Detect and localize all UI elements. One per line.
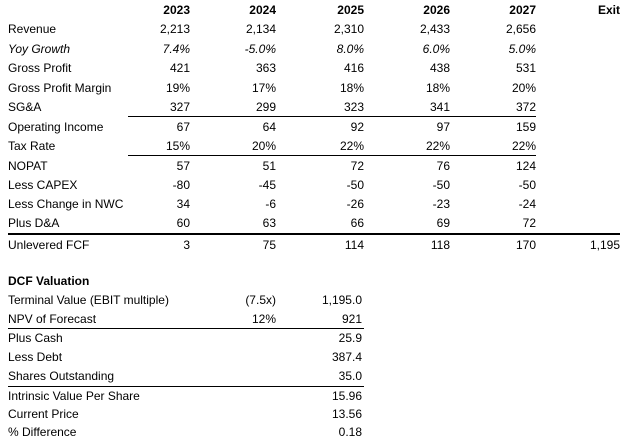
table-row-gross-profit-margin xyxy=(0,78,640,98)
cell[interactable]: 20% xyxy=(251,139,276,153)
row-label[interactable]: NOPAT xyxy=(8,159,48,173)
valuation-row xyxy=(0,423,640,442)
cell[interactable]: 170 xyxy=(515,238,536,252)
cell[interactable]: 363 xyxy=(255,61,276,75)
table-row-tax-rate xyxy=(0,136,640,156)
cell[interactable]: 2,213 xyxy=(159,22,190,36)
valuation-label[interactable]: Terminal Value (EBIT multiple) xyxy=(8,293,169,307)
valuation-row xyxy=(0,405,640,424)
valuation-value[interactable]: 0.18 xyxy=(338,425,362,439)
row-label[interactable]: Gross Profit Margin xyxy=(8,81,112,95)
cell[interactable]: -45 xyxy=(258,178,276,192)
valuation-label[interactable]: NPV of Forecast xyxy=(8,312,97,326)
cell[interactable]: 327 xyxy=(169,100,190,114)
cell[interactable]: -80 xyxy=(172,178,190,192)
cell[interactable]: 76 xyxy=(436,159,450,173)
cell[interactable]: 18% xyxy=(339,81,364,95)
row-label[interactable]: Tax Rate xyxy=(8,139,56,153)
year-header-row xyxy=(0,0,640,20)
cell[interactable]: 438 xyxy=(429,61,450,75)
valuation-value[interactable]: 15.96 xyxy=(331,389,362,403)
valuation-row xyxy=(0,329,640,348)
valuation-label[interactable]: % Difference xyxy=(8,425,77,439)
cell[interactable]: 72 xyxy=(522,216,536,230)
valuation-assumption[interactable]: (7.5x) xyxy=(245,293,276,307)
table-row-nopat xyxy=(0,156,640,176)
header-2024[interactable]: 2024 xyxy=(249,3,276,17)
header-2026[interactable]: 2026 xyxy=(423,3,450,17)
cell[interactable]: 67 xyxy=(176,120,190,134)
row-label[interactable]: Revenue xyxy=(8,22,57,36)
table-row-yoy-growth xyxy=(0,39,640,59)
cell[interactable]: -24 xyxy=(518,197,536,211)
valuation-label[interactable]: Intrinsic Value Per Share xyxy=(8,389,140,403)
cell[interactable]: 92 xyxy=(350,120,364,134)
valuation-label[interactable]: Plus Cash xyxy=(8,331,63,345)
valuation-value[interactable]: 387.4 xyxy=(331,350,362,364)
valuation-value[interactable]: 35.0 xyxy=(338,369,362,383)
cell[interactable]: 8.0% xyxy=(336,42,364,56)
cell[interactable]: -23 xyxy=(432,197,450,211)
cell[interactable]: 2,134 xyxy=(245,22,276,36)
header-exit[interactable]: Exit xyxy=(597,3,620,17)
table-row-less-change-in-nwc xyxy=(0,194,640,214)
cell[interactable]: 15% xyxy=(165,139,190,153)
header-2023[interactable]: 2023 xyxy=(163,3,190,17)
cell-exit-value[interactable]: 1,195 xyxy=(589,238,620,252)
cell[interactable]: 2,433 xyxy=(419,22,450,36)
valuation-assumption[interactable]: 12% xyxy=(251,312,276,326)
cell[interactable]: 22% xyxy=(511,139,536,153)
cell[interactable]: 159 xyxy=(515,120,536,134)
cell[interactable]: 22% xyxy=(425,139,450,153)
cell[interactable]: 34 xyxy=(176,197,190,211)
cell[interactable]: 2,310 xyxy=(333,22,364,36)
valuation-value[interactable]: 25.9 xyxy=(338,331,362,345)
cell[interactable]: 51 xyxy=(262,159,276,173)
table-row-sga xyxy=(0,97,640,117)
valuation-row xyxy=(0,310,640,329)
cell[interactable]: 64 xyxy=(262,120,276,134)
row-label[interactable]: Yoy Growth xyxy=(8,42,71,56)
valuation-value[interactable]: 1,195.0 xyxy=(321,293,362,307)
valuation-row xyxy=(0,387,640,406)
valuation-row xyxy=(0,291,640,310)
cell[interactable]: 118 xyxy=(430,238,450,252)
cell[interactable]: 18% xyxy=(425,81,450,95)
valuation-label[interactable]: Shares Outstanding xyxy=(8,369,115,383)
cell[interactable]: -5.0% xyxy=(244,42,276,56)
valuation-row xyxy=(0,348,640,367)
row-label[interactable]: Less Change in NWC xyxy=(8,197,124,211)
cell[interactable]: 421 xyxy=(169,61,190,75)
cell[interactable]: 416 xyxy=(343,61,364,75)
table-row-less-capex xyxy=(0,175,640,195)
valuation-value[interactable]: 13.56 xyxy=(331,407,362,421)
cell[interactable]: 72 xyxy=(350,159,364,173)
header-2025[interactable]: 2025 xyxy=(337,3,364,17)
cell[interactable]: 97 xyxy=(436,120,450,134)
row-label[interactable]: Unlevered FCF xyxy=(8,238,90,252)
cell[interactable]: 63 xyxy=(262,216,276,230)
row-label[interactable]: Less CAPEX xyxy=(8,178,78,192)
valuation-title-row xyxy=(0,272,640,291)
row-label[interactable]: Gross Profit xyxy=(8,61,72,75)
cell[interactable]: 372 xyxy=(515,100,536,114)
cell[interactable]: 19% xyxy=(165,81,190,95)
cell[interactable]: 20% xyxy=(511,81,536,95)
cell[interactable]: 60 xyxy=(176,216,190,230)
cell[interactable]: -6 xyxy=(265,197,276,211)
cell[interactable]: 114 xyxy=(344,238,364,252)
valuation-label[interactable]: Current Price xyxy=(8,407,79,421)
cell[interactable]: 7.4% xyxy=(162,42,190,56)
cell[interactable]: 124 xyxy=(515,159,536,173)
valuation-title[interactable]: DCF Valuation xyxy=(8,274,90,288)
row-label[interactable]: Operating Income xyxy=(8,120,104,134)
table-row-gross-profit xyxy=(0,58,640,78)
cell[interactable]: 3 xyxy=(183,238,190,252)
table-row-revenue xyxy=(0,19,640,39)
valuation-label[interactable]: Less Debt xyxy=(8,350,63,364)
cell[interactable]: -50 xyxy=(518,178,536,192)
row-label[interactable]: Plus D&A xyxy=(8,216,60,230)
table-row-operating-income xyxy=(0,117,640,137)
cell[interactable]: -26 xyxy=(346,197,364,211)
cell[interactable]: 66 xyxy=(350,216,364,230)
cell[interactable]: 17% xyxy=(251,81,276,95)
cell[interactable]: -50 xyxy=(432,178,450,192)
cell[interactable]: 5.0% xyxy=(508,42,536,56)
cell[interactable]: 75 xyxy=(262,238,276,252)
table-row-plus-da xyxy=(0,213,640,233)
table-row-unlevered-fcf xyxy=(0,235,640,255)
header-2027[interactable]: 2027 xyxy=(509,3,536,17)
cell[interactable]: -50 xyxy=(346,178,364,192)
cell[interactable]: 341 xyxy=(429,100,450,114)
cell[interactable]: 57 xyxy=(176,159,190,173)
row-label[interactable]: SG&A xyxy=(8,100,42,114)
valuation-row xyxy=(0,367,640,386)
cell[interactable]: 22% xyxy=(339,139,364,153)
cell[interactable]: 2,656 xyxy=(505,22,536,36)
cell[interactable]: 69 xyxy=(436,216,450,230)
cell[interactable]: 323 xyxy=(343,100,364,114)
cell[interactable]: 531 xyxy=(515,61,536,75)
valuation-value[interactable]: 921 xyxy=(341,312,362,326)
cell[interactable]: 6.0% xyxy=(422,42,450,56)
cell[interactable]: 299 xyxy=(255,100,276,114)
